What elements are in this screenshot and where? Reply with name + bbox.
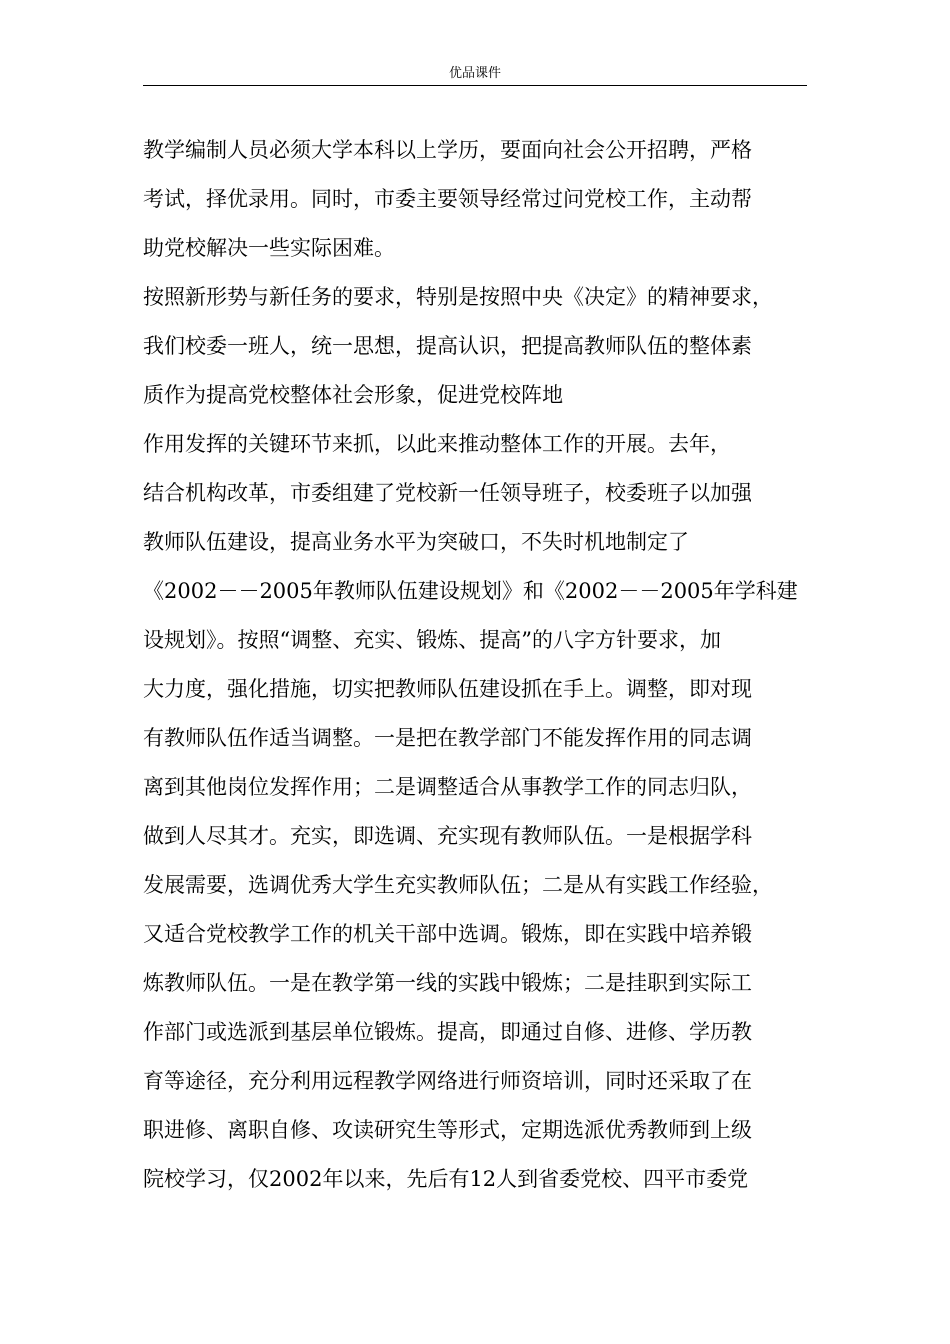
text-line: 结合机构改革，市委组建了党校新一任领导班子，校委班子以加强 xyxy=(143,481,752,505)
text-line: 作部门或选派到基层单位锻炼。提高，即通过自修、进修、学历教 xyxy=(143,1020,752,1044)
text-line: 按照新形势与新任务的要求，特别是按照中央《决定》的精神要求， xyxy=(143,285,773,309)
header-divider xyxy=(143,85,807,86)
text-line: 做到人尽其才。充实，即选调、充实现有教师队伍。一是根据学科 xyxy=(143,824,752,848)
text-line: 炼教师队伍。一是在教学第一线的实践中锻炼；二是挂职到实际工 xyxy=(143,971,752,995)
text-line: 育等途径，充分利用远程教学网络进行师资培训，同时还采取了在 xyxy=(143,1069,752,1093)
text-line: 职进修、离职自修、攻读研究生等形式，定期选派优秀教师到上级 xyxy=(143,1118,752,1142)
text-line: 我们校委一班人，统一思想，提高认识，把提高教师队伍的整体素 xyxy=(143,334,752,358)
body-text xyxy=(143,126,807,1204)
text-line: 设规划》。按照“调整、充实、锻炼、提高”的八字方针要求，加 xyxy=(143,628,721,652)
text-line: 《2002－－2005年教师队伍建设规划》和《2002－－2005年学科建 xyxy=(143,579,798,603)
text-line: 发展需要，选调优秀大学生充实教师队伍；二是从有实践工作经验， xyxy=(143,873,773,897)
text-line: 又适合党校教学工作的机关干部中选调。锻炼，即在实践中培养锻 xyxy=(143,922,752,946)
text-line: 教学编制人员必须大学本科以上学历，要面向社会公开招聘，严格 xyxy=(143,138,752,162)
text-line: 有教师队伍作适当调整。一是把在教学部门不能发挥作用的同志调 xyxy=(143,726,752,750)
text-line: 考试，择优录用。同时，市委主要领导经常过问党校工作，主动帮 xyxy=(143,187,752,211)
text-line: 教师队伍建设，提高业务水平为突破口，不失时机地制定了 xyxy=(143,530,689,554)
text-line: 质作为提高党校整体社会形象，促进党校阵地 xyxy=(143,383,563,407)
text-line: 离到其他岗位发挥作用；二是调整适合从事教学工作的同志归队， xyxy=(143,775,752,799)
text-line: 助党校解决一些实际困难。 xyxy=(143,236,395,260)
page-header: 优品课件 xyxy=(448,66,501,81)
text-line: 院校学习，仅2002年以来，先后有12人到省委党校、四平市委党 xyxy=(143,1167,749,1191)
text-line: 大力度，强化措施，切实把教师队伍建设抓在手上。调整，即对现 xyxy=(143,677,752,701)
text-line: 作用发挥的关键环节来抓，以此来推动整体工作的开展。去年， xyxy=(143,432,731,456)
